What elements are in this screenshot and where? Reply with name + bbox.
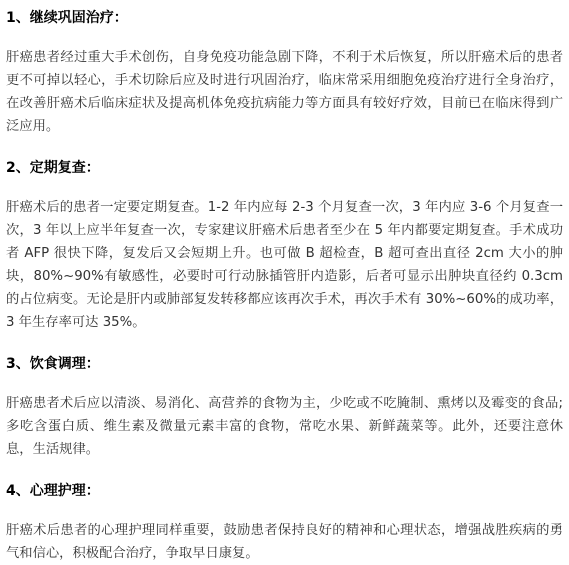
section-paragraph-diet: 肝癌患者术后应以清淡、易消化、高营养的食物为主，少吃或不吃腌制、熏烤以及霉变的食品;多吃含蛋白质、维生素及微量元素丰富的食物，常吃水果、新鲜蔬菜等。此外，还要注意休息，生活规律。	[6, 396, 563, 457]
spacer	[6, 374, 563, 392]
section-heading-diet: 3、饮食调理：	[6, 356, 100, 372]
spacer	[6, 138, 563, 158]
spacer	[6, 461, 563, 481]
spacer	[6, 501, 563, 519]
section-heading-regular-checkup: 2、定期复查：	[6, 160, 100, 176]
spacer	[6, 28, 563, 46]
section-paragraph-regular-checkup: 肝癌术后的患者一定要定期复查。1-2 年内应每 2-3 个月复查一次，3 年内应 3-6 个月复查一次，3 年以上应半年复查一次，专家建议肝癌术后患者至少在 5 年内都要定期复查。手术成功者 AFP 很快下降，复发后又会短期上升。也可做 B 超检查，B 超可查出直径 2cm 大小的肿块，80%~90%有敏感性，必要时可行动脉插管肝内造影，后者可显示出肿块直径约 0.3cm 的占位病变。无论是肝内或肺部复发转移都应该再次手术，再次手术有 30%~60%的成功率，3 年生存率可达 35%。	[6, 200, 563, 330]
section-heading-psychological-care: 4、心理护理：	[6, 483, 100, 499]
spacer	[6, 334, 563, 354]
section-paragraph-consolidation-treatment: 肝癌患者经过重大手术创伤，自身免疫功能急剧下降，不利于术后恢复，所以肝癌术后的患者更不可掉以轻心，手术切除后应及时进行巩固治疗，临床常采用细胞免疫治疗进行全身治疗，在改善肝癌术后临床症状及提高机体免疫抗病能力等方面具有较好疗效，目前已在临床得到广泛应用。	[6, 50, 563, 134]
spacer	[6, 178, 563, 196]
section-heading-consolidation-treatment: 1、继续巩固治疗：	[6, 10, 128, 26]
section-paragraph-psychological-care: 肝癌术后患者的心理护理同样重要，鼓励患者保持良好的精神和心理状态，增强战胜疾病的勇气和信心，积极配合治疗，争取早日康复。	[6, 523, 563, 561]
